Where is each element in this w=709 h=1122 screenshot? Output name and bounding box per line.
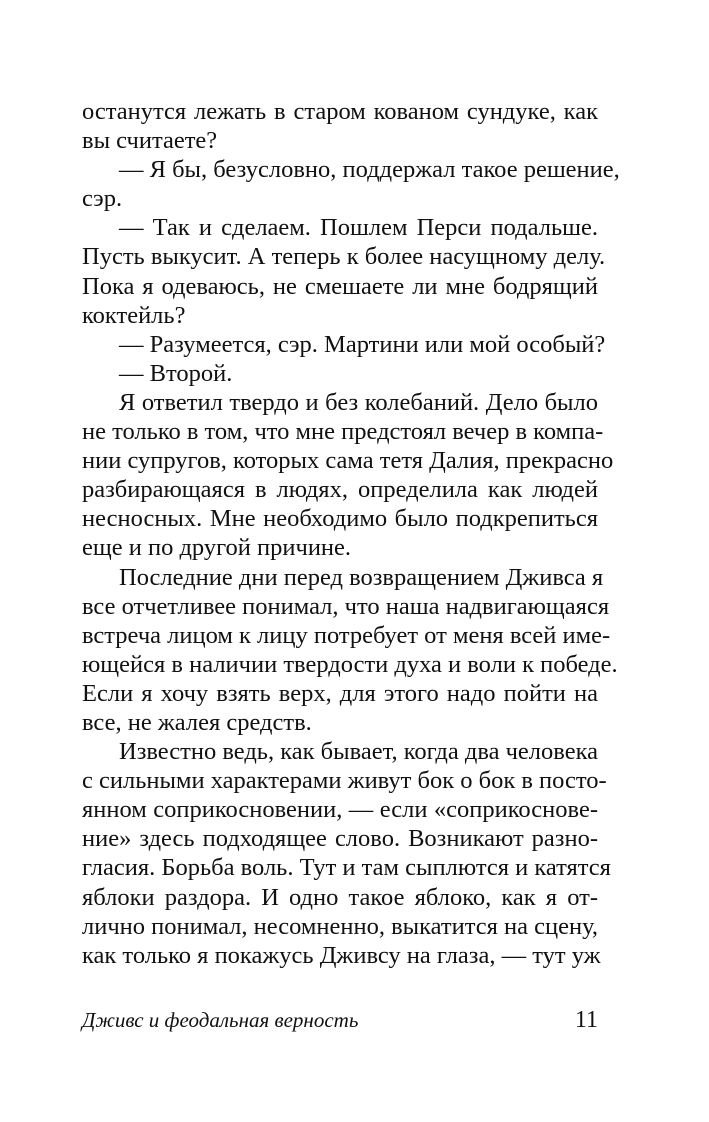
text-line: янном соприкосновении, — если «соприкоснове- <box>82 796 598 824</box>
text-line: еще и по другой причине. <box>82 534 352 562</box>
page-number: 11 <box>574 1007 598 1033</box>
text-line: вы считаете? <box>82 127 218 155</box>
text-line: Я ответил твердо и без колебаний. Дело было <box>119 388 598 416</box>
text-line: Известно ведь, как бывает, когда два человека <box>119 738 598 766</box>
text-line: все, не жалея средств. <box>82 708 312 736</box>
text-line: коктейль? <box>82 301 186 329</box>
text-line: — Так и сделаем. Пошлем Перси подальше. <box>119 214 598 242</box>
text-line: гласия. Борьба воль. Тут и там сыплются и катятся <box>82 854 611 882</box>
body-text <box>82 97 620 970</box>
page-footer <box>82 1004 598 1036</box>
text-line: с сильными характерами живут бок о бок в посто- <box>82 767 607 795</box>
text-line: Пока я одеваюсь, не смешаете ли мне бодрящий <box>82 272 598 300</box>
text-line: лично понимал, несомненно, выкатится на сцену, <box>82 912 598 940</box>
text-line: Если я хочу взять верх, для этого надо пойти на <box>82 679 598 707</box>
text-line: разбирающаяся в людях, определила как людей <box>82 476 598 504</box>
text-line: как только я покажусь Дживсу на глаза, — тут уж <box>82 941 601 969</box>
text-line: — Я бы, безусловно, поддержал такое решение, <box>119 156 620 184</box>
text-line: яблоки раздора. И одно такое яблоко, как я от- <box>82 883 598 911</box>
text-line: — Разумеется, сэр. Мартини или мой особый? <box>119 330 606 358</box>
text-line: Пусть выкусит. А теперь к более насущному делу. <box>82 243 606 271</box>
text-line: не только в том, что мне предстоял вечер в компа- <box>82 418 604 446</box>
text-line: ние» здесь подходящее слово. Возникают разно- <box>82 825 598 853</box>
running-title: Дживс и феодальная верность <box>82 1008 359 1032</box>
text-line: ющейся в наличии твердости духа и воли к победе. <box>82 650 618 678</box>
text-line: нии супругов, которых сама тетя Далия, прекрасно <box>82 447 614 475</box>
text-line: все отчетливее понимал, что наша надвигающаяся <box>82 592 610 620</box>
text-line: останутся лежать в старом кованом сундуке, как <box>82 98 598 125</box>
text-line: Последние дни перед возвращением Дживса я <box>119 563 604 591</box>
text-line: сэр. <box>82 185 123 213</box>
text-line: встреча лицом к лицу потребует от меня всей име- <box>82 621 611 649</box>
text-line: — Второй. <box>119 359 233 387</box>
text-line: несносных. Мне необходимо было подкрепиться <box>82 505 598 533</box>
